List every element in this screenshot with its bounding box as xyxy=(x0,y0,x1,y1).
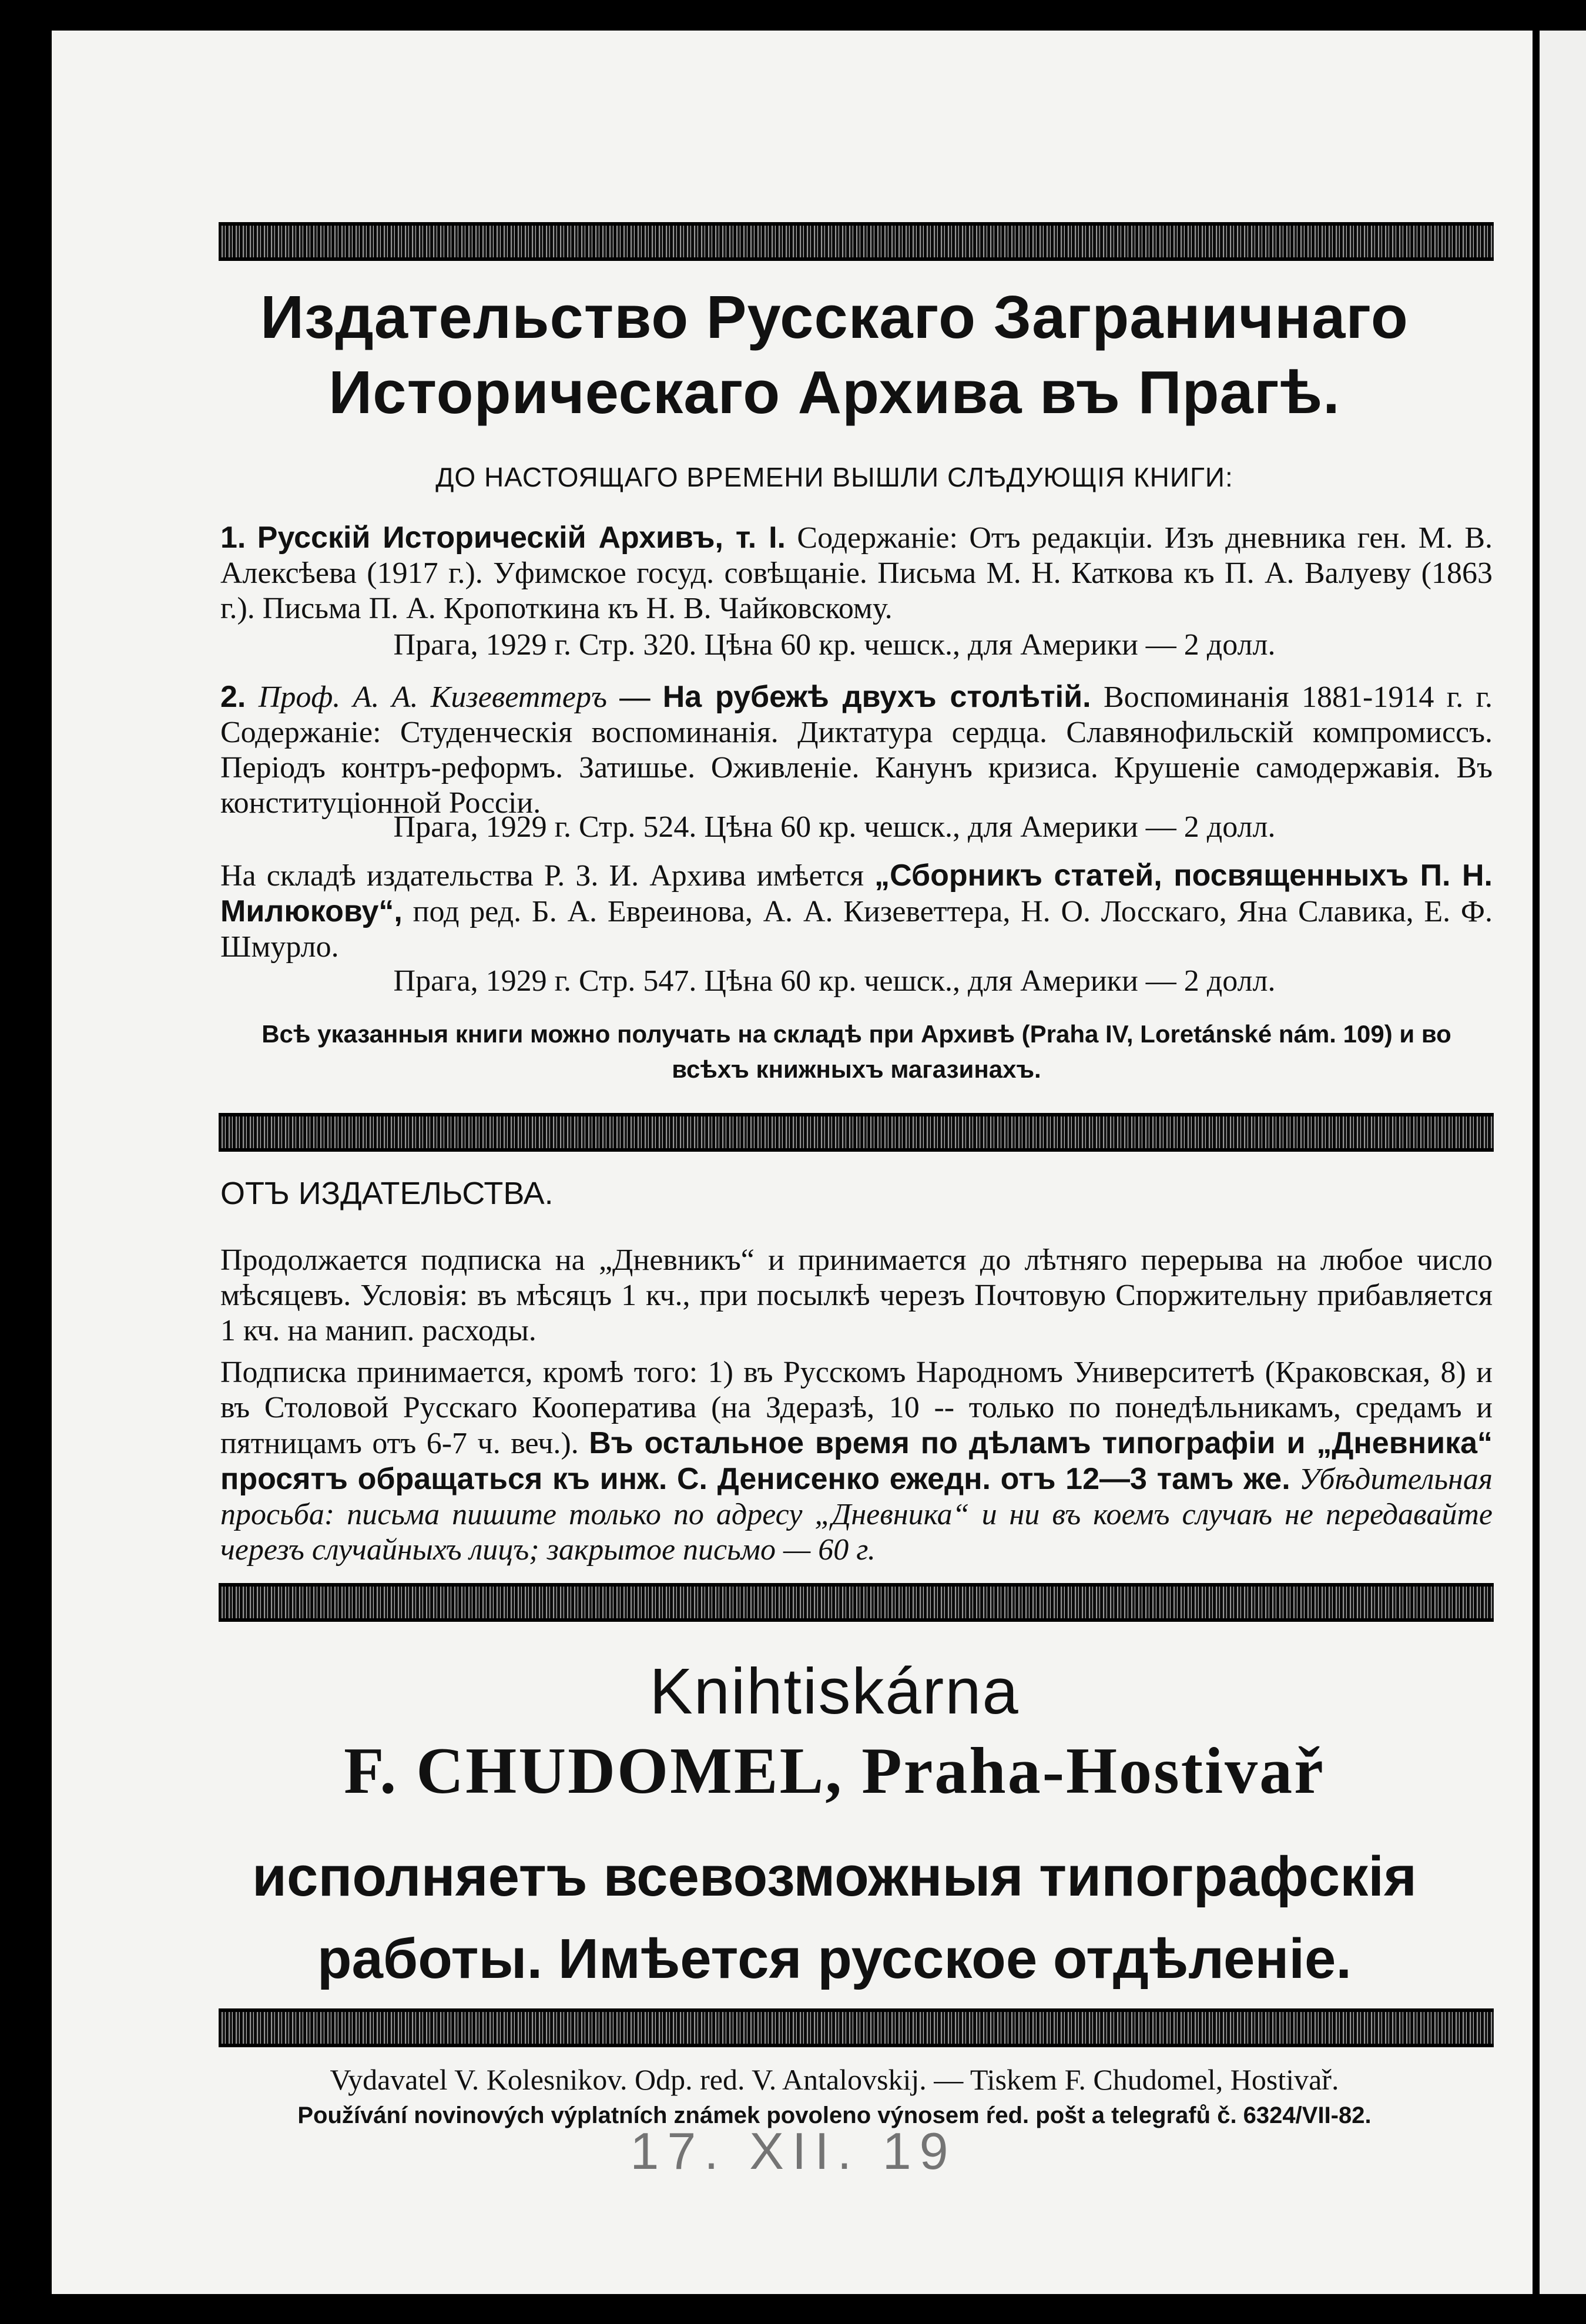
book-2-imprint: Прага, 1929 г. Стр. 524. Цѣна 60 кр. чешск., для Америки — 2 долл. xyxy=(393,810,1276,844)
availability-notice: Всѣ указанныя книги можно получать на складѣ при Архивѣ (Praha IV, Loretánské nám. 109) и во всѣхъ книжныхъ магазинахъ. xyxy=(261,1020,1451,1083)
book-3-entry xyxy=(220,858,1493,965)
book-3-imprint: Прага, 1929 г. Стр. 547. Цѣна 60 кр. чешск., для Америки — 2 долл. xyxy=(393,964,1276,998)
book-2-number: 2. xyxy=(220,680,246,714)
editorial-subscription-places: Подписка принимается, кромѣ того: 1) въ Русскомъ Народномъ Университетѣ (Краковская, 8) и въ Столовой Русскаго Кооператива (на Здеразѣ, 10 -- только по понедѣльникамъ, средамъ и пятницамъ отъ 6-7 ч. веч.). xyxy=(220,1356,1493,1460)
editorial-heading: ОТЪ ИЗДАТЕЛЬСТВА. xyxy=(220,1176,554,1211)
decorative-rule-bottom xyxy=(219,2008,1494,2047)
book-2-dash: — xyxy=(619,680,651,714)
date-stamp: 17. XII. 19 xyxy=(630,2122,957,2180)
book-3-title: „Сборникъ статей, посвященныхъ П. Н. Милюкову“, xyxy=(220,858,1493,928)
publisher-title-line2: Историческаго Архива въ Прагѣ. xyxy=(328,358,1340,426)
decorative-rule-middle xyxy=(219,1113,1494,1152)
editorial-request-note: Убѣдительная просьба: письма пишите только по адресу „Дневника“ и ни въ коемъ случаѣ не передавайте черезъ случайныхъ лицъ; закрытое письмо — 60 г. xyxy=(220,1463,1493,1567)
printer-description-line2: работы. Имѣется русское отдѣленіе. xyxy=(317,1927,1352,1990)
footer-imprint: Vydavatel V. Kolesnikov. Odp. red. V. Antalovskij. — Tiskem F. Chudomel, Hostivař. xyxy=(330,2063,1339,2096)
decorative-rule-lower xyxy=(219,1583,1494,1622)
book-2-author: Проф. А. А. Кизеветтеръ xyxy=(258,680,607,714)
printer-firm-name: F. CHUDOMEL, Praha-Hostivař xyxy=(344,1735,1325,1807)
book-1-title: Русскій Историческій Архивъ, т. I. xyxy=(257,521,786,555)
book-1-imprint: Прага, 1929 г. Стр. 320. Цѣна 60 кр. чешск., для Америки — 2 долл. xyxy=(393,628,1276,662)
book-1-entry xyxy=(220,520,1493,626)
printer-description-line1: исполняетъ всевозможныя типографскія xyxy=(252,1845,1417,1908)
publisher-title-line1: Издательство Русскаго Заграничнаго xyxy=(260,283,1409,351)
printer-label: Knihtiskárna xyxy=(649,1655,1020,1728)
footer-postal-permit: Používání novinových výplatních známek povoleno výnosem ŕed. pošt a telegrafů č. 6324/VII-82. xyxy=(297,2102,1372,2128)
editorial-paragraph-2 xyxy=(220,1355,1493,1568)
book-1-contents: Содержаніе: Отъ редакціи. Изъ дневника ген. М. В. Алексѣева (1917 г.). Уфимское госуд. совѣщаніе. Письма М. Н. Каткова къ П. А. Валуеву (1863 г.). Письма П. А. Кропоткина къ Н. В. Чайковскому. xyxy=(220,521,1493,625)
adjacent-page-edge xyxy=(1540,31,1586,2294)
books-list-subtitle: ДО НАСТОЯЩАГО ВРЕМЕНИ ВЫШЛИ СЛѢДУЮЩІЯ КНИГИ: xyxy=(435,462,1233,492)
editorial-contact-note: Въ остальное время по дѣламъ типографіи и „Дневника“ просятъ обращаться къ инж. С. Денисенко ежедн. отъ 12—3 тамъ же. xyxy=(220,1426,1493,1496)
book-1-number: 1. xyxy=(220,521,246,555)
book-2-entry xyxy=(220,679,1493,821)
editorial-paragraph-1: Продолжается подписка на „Дневникъ“ и принимается до лѣтняго перерыва на любое число мѣсяцевъ. Условія: въ мѣсяцъ 1 кч., при посылкѣ черезъ Почтовую Споржитeльну прибавляется 1 кч. на манип. расходы. xyxy=(220,1243,1493,1347)
book-3-lead: На складѣ издательства Р. З. И. Архива имѣется xyxy=(220,859,864,893)
book-2-contents: Воспоминанія 1881-1914 г. г. Содержаніе: Студенческія воспоминанія. Диктатура сердца. Славянофильскій компромиссъ. Періодъ контръ-реформъ. Затишье. Оживленіе. Канунъ кризиса. Крушеніе самодержавія. Въ конституціонной Россіи. xyxy=(220,680,1493,820)
book-2-title: На рубежѣ двухъ столѣтій. xyxy=(662,680,1091,714)
decorative-rule-top xyxy=(219,222,1494,261)
book-3-editors: под ред. Б. А. Евреинова, А. А. Кизеветтера, Н. О. Лосскаго, Яна Славика, Е. Ф. Шмурло. xyxy=(220,895,1493,964)
